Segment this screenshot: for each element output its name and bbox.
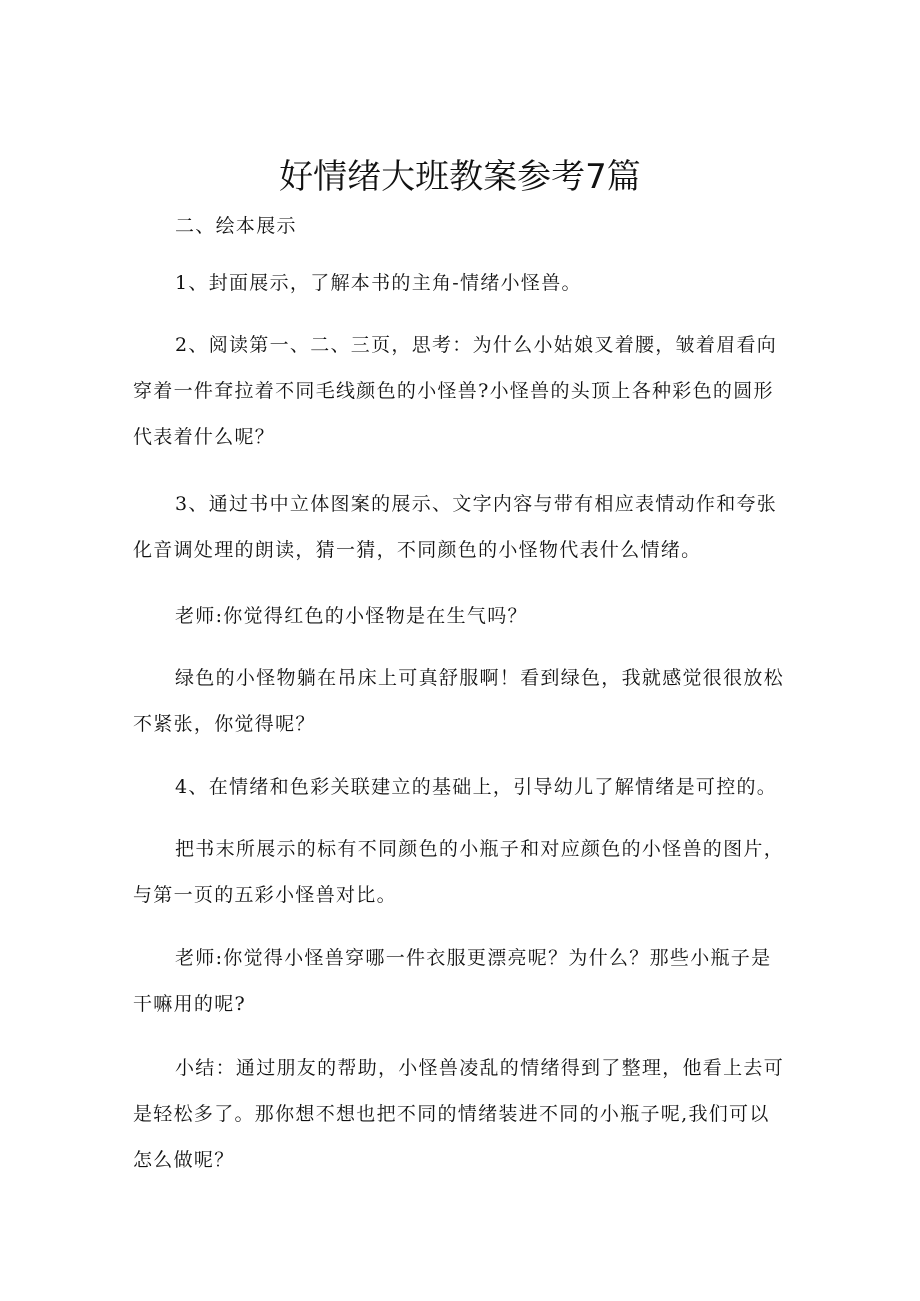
paragraph-1: 1、封面展示，了解本书的主角-情绪小怪兽。 [175,272,582,294]
paragraph-summary: 小结：通过朋友的帮助，小怪兽凌乱的情绪得到了整理，他看上去可是轻松多了。那你想不想也把不同的情绪装进不同的小瓶子呢,我们可以怎么做呢？ [133,1057,785,1171]
document-title: 好情绪大班教案参考7篇 [279,157,641,197]
paragraph-teacher-question-2: 老师:你觉得小怪兽穿哪一件衣服更漂亮呢？为什么？那些小瓶子是干嘛用的呢? [133,947,772,1015]
paragraph-3: 3、通过书中立体图案的展示、文字内容与带有相应表情动作和夸张化音调处理的朗读，猜一猜，不同颜色的小怪物代表什么情绪。 [133,493,778,561]
paragraph-teacher-question-1: 老师:你觉得红色的小怪物是在生气吗？ [175,605,528,627]
paragraph-4: 4、在情绪和色彩关联建立的基础上，引导幼儿了解情绪是可控的。 [175,776,778,798]
paragraph-green-monster: 绿色的小怪物躺在吊床上可真舒服啊！看到绿色，我就感觉很很放松不紧张，你觉得呢？ [133,667,785,735]
paragraph-bottles: 把书末所展示的标有不同颜色的小瓶子和对应颜色的小怪兽的图片，与第一页的五彩小怪兽对比。 [133,838,785,906]
paragraph-2: 2、阅读第一、二、三页，思考：为什么小姑娘叉着腰，皱着眉看向穿着一件耷拉着不同毛线颜色的小怪兽?小怪兽的头顶上各种彩色的圆形代表着什么呢？ [133,334,778,448]
section-heading: 二、绘本展示 [175,215,297,237]
